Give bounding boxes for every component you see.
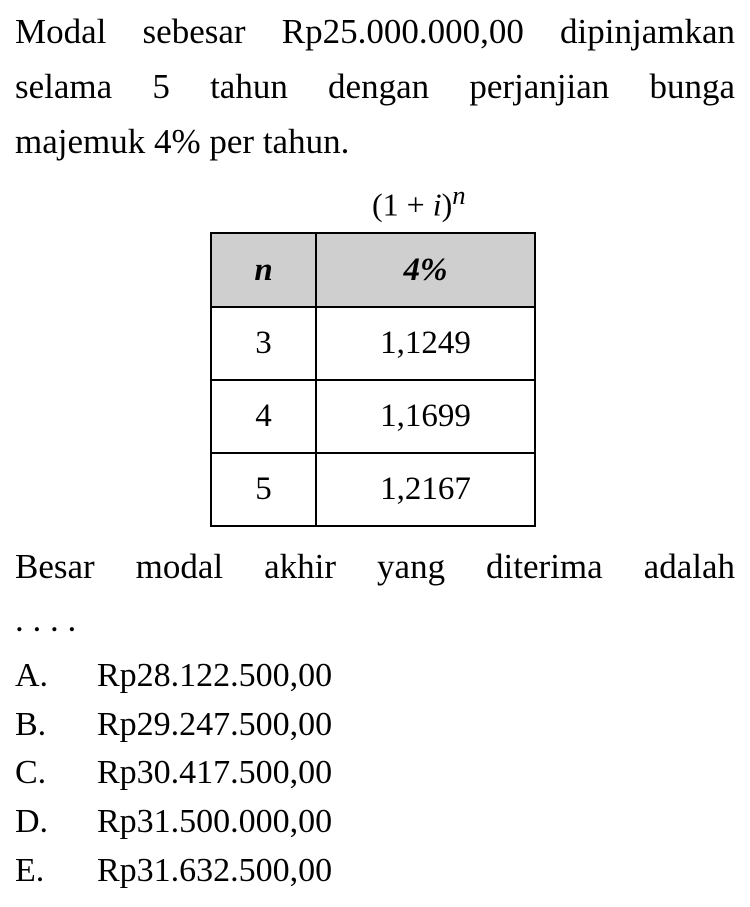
option-text: Rp31.632.500,00 [97, 852, 333, 889]
option-a[interactable] [15, 657, 332, 695]
formula-base: (1 + [372, 186, 433, 223]
cell-n: 5 [211, 453, 316, 526]
cell-n: 3 [211, 307, 316, 380]
formula-close: ) [441, 186, 453, 223]
option-e[interactable] [15, 852, 332, 890]
option-text: Rp31.500.000,00 [97, 803, 333, 840]
cell-value: 1,1249 [316, 307, 535, 380]
prompt-dots: . . . . [15, 600, 77, 639]
table-row [211, 453, 535, 526]
option-d[interactable] [15, 803, 332, 841]
cell-value: 1,1699 [316, 380, 535, 453]
table-row [211, 380, 535, 453]
formula-var: i [432, 186, 442, 223]
question-line-3: majemuk 4% per tahun. [15, 122, 350, 161]
header-rate: 4% [316, 233, 535, 307]
prompt: Besar modal akhir yang diterima adalah [15, 547, 735, 586]
cell-n: 4 [211, 380, 316, 453]
option-b[interactable] [15, 706, 332, 744]
option-letter: B. [15, 706, 47, 743]
formula [372, 180, 466, 224]
option-text: Rp28.122.500,00 [97, 657, 333, 694]
formula-exp: n [452, 180, 466, 210]
question-line-2: selama 5 tahun dengan perjanjian bunga [15, 67, 735, 106]
option-letter: D. [15, 803, 49, 840]
option-letter: E. [15, 852, 45, 889]
option-letter: A. [15, 657, 49, 694]
table-row [211, 307, 535, 380]
header-n: n [211, 233, 316, 307]
table-header-row [211, 233, 535, 307]
option-text: Rp30.417.500,00 [97, 754, 333, 791]
option-c[interactable] [15, 754, 332, 792]
interest-table [210, 232, 536, 527]
question-line-1: Modal sebesar Rp25.000.000,00 dipinjamkan [15, 12, 735, 51]
option-text: Rp29.247.500,00 [97, 706, 333, 743]
option-letter: C. [15, 754, 47, 791]
cell-value: 1,2167 [316, 453, 535, 526]
